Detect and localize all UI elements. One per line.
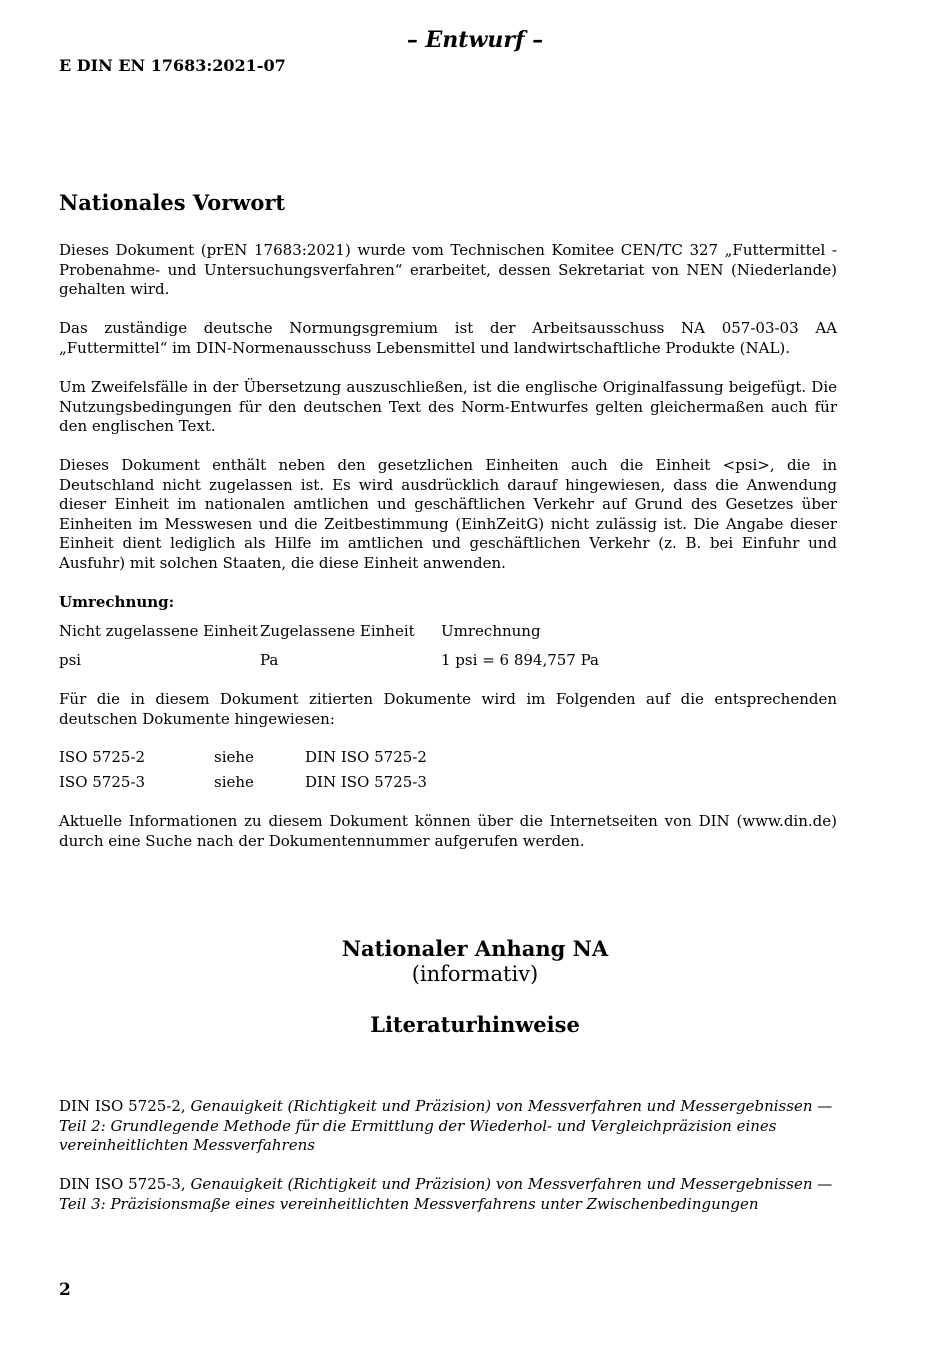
- conv-header-cell: Zugelassene Einheit: [260, 622, 415, 640]
- conv-cell: psi: [59, 651, 82, 669]
- bibliography-heading: Literaturhinweise: [370, 1012, 580, 1037]
- ref-cell: siehe: [214, 748, 254, 766]
- bibliography-code: DIN ISO 5725-3,: [59, 1175, 191, 1193]
- paragraph-text: Dieses Dokument enthält neben den gesetzlichen Einheiten auch die Einheit <psi>, die in Deutschland nicht zugelassen ist. Es wird ausdrücklich darauf hingewiesen, dass die Anwendung dieser Einheit im nationalen amtlichen und geschäftlichen Verkehr auf Grund des Gesetzes über Einheiten im Messwesen und die Zeitbestimmung (EinhZeitG) nicht zulässig ist. Die Angabe dieser Einheit dient lediglich als Hilfe im amtlichen und geschäftlichen Verkehr (z. B. bei Einfuhr und Ausfuhr) mit solchen Staaten, die diese Einheit anwenden.: [59, 456, 837, 572]
- bibliography-entry-1: [59, 1097, 837, 1156]
- annex-subheading: (informativ): [411, 962, 539, 986]
- paragraph-2: [59, 319, 837, 358]
- paragraph-text: Für die in diesem Dokument zitierten Dokumente wird im Folgenden auf die entsprechenden deutschen Dokumente hingewiesen:: [59, 690, 837, 728]
- ref-cell: DIN ISO 5725-2: [305, 748, 427, 766]
- umrechnung-label: Umrechnung:: [59, 593, 175, 611]
- paragraph-5: [59, 690, 837, 729]
- bibliography-code: DIN ISO 5725-2,: [59, 1097, 191, 1115]
- paragraph-6: [59, 812, 837, 851]
- ref-cell: ISO 5725-2: [59, 748, 146, 766]
- bibliography-entry-2: [59, 1175, 837, 1214]
- draft-mark: – Entwurf –: [406, 27, 544, 53]
- bibliography-title: Genauigkeit (Richtigkeit und Präzision) von Messverfahren und Messergebnissen — Teil 3: Präzisionsmaße eines vereinheitlichten Messverfahrens unter Zwischenbedingungen: [59, 1175, 833, 1213]
- ref-cell: ISO 5725-3: [59, 773, 146, 791]
- ref-cell: DIN ISO 5725-3: [305, 773, 427, 791]
- paragraph-text: Um Zweifelsfälle in der Übersetzung auszuschließen, ist die englische Originalfassung beigefügt. Die Nutzungsbedingungen für den deutschen Text des Norm-Entwurfes gelten gleichermaßen auch für den englischen Text.: [59, 378, 837, 435]
- paragraph-text: Das zuständige deutsche Normungsgremium ist der Arbeitsausschuss NA 057-03-03 AA „Futtermittel“ im DIN-Normenausschuss Lebensmittel und landwirtschaftliche Produkte (NAL).: [59, 319, 837, 357]
- paragraph-text: Aktuelle Informationen zu diesem Dokument können über die Internetseiten von DIN (www.din.de) durch eine Suche nach der Dokumentennummer aufgerufen werden.: [59, 812, 837, 850]
- paragraph-1: [59, 241, 837, 300]
- annex-heading: Nationaler Anhang NA: [341, 936, 609, 961]
- paragraph-4: [59, 456, 837, 573]
- paragraph-text: Dieses Dokument (prEN 17683:2021) wurde vom Technischen Komitee CEN/TC 327 „Futtermittel - Probenahme- und Untersuchungsverfahren“ erarbeitet, dessen Sekretariat von NEN (Niederlande) gehalten wird.: [59, 241, 837, 298]
- conv-header-cell: Umrechnung: [441, 622, 541, 640]
- paragraph-3: [59, 378, 837, 437]
- conv-cell: Pa: [260, 651, 279, 669]
- bibliography-title: Genauigkeit (Richtigkeit und Präzision) von Messverfahren und Messergebnissen — Teil 2: Grundlegende Methode für die Ermittlung der Wiederhol- und Vergleichpräzision eines vereinheitlichten Messverfahrens: [59, 1097, 833, 1154]
- document-id: E DIN EN 17683:2021-07: [59, 56, 286, 75]
- page-number: 2: [59, 1280, 71, 1300]
- ref-cell: siehe: [214, 773, 254, 791]
- conv-header-cell: Nicht zugelassene Einheit: [59, 622, 258, 640]
- conv-cell: 1 psi = 6 894,757 Pa: [441, 651, 599, 669]
- section-heading-vorwort: Nationales Vorwort: [59, 190, 286, 215]
